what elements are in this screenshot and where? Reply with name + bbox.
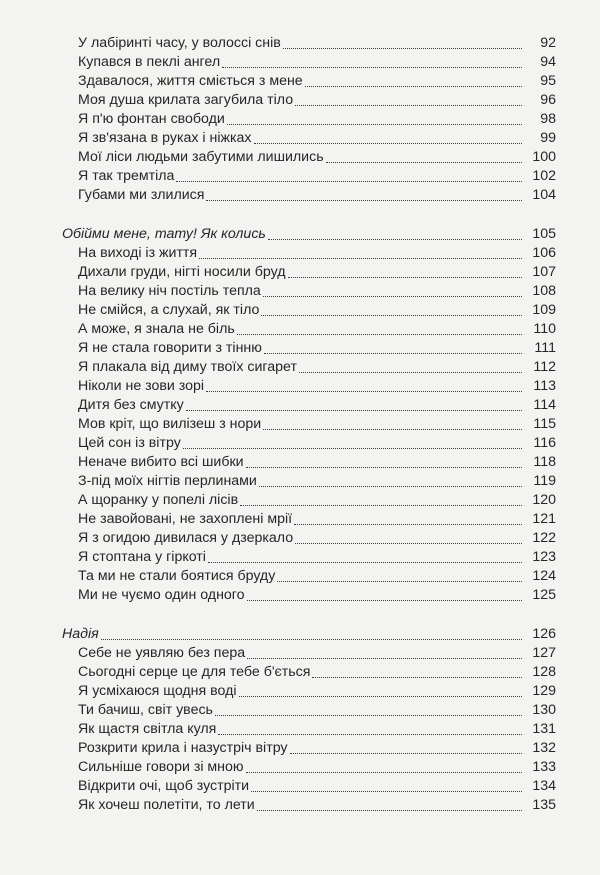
entry-title: Купався в пеклі ангел [78,54,221,70]
dot-leader [283,48,522,49]
dot-leader [247,600,522,601]
toc-entry[interactable] [0,720,556,739]
toc-entry[interactable] [0,148,556,167]
page-number: 131 [532,721,556,737]
page-number: 112 [533,359,556,375]
dot-leader [254,143,522,144]
table-of-contents [0,34,600,815]
page-number: 102 [532,168,556,184]
toc-entry[interactable] [0,53,556,72]
entry-title: На велику ніч постіль тепла [78,283,261,299]
dot-leader [299,372,522,373]
dot-leader [288,277,522,278]
page-number: 98 [540,111,556,127]
toc-entry[interactable] [0,167,556,186]
dot-leader [326,162,522,163]
dot-leader [294,524,522,525]
entry-title: Я п'ю фонтан свободи [78,111,225,127]
entry-title: А може, я знала не біль [78,321,235,337]
dot-leader [257,810,522,811]
page-number: 95 [540,73,556,89]
dot-leader [263,429,522,430]
section-gap [0,205,600,225]
entry-title: Я стоптана у гіркоті [78,549,206,565]
page-number: 125 [532,587,556,603]
page-number: 104 [532,187,556,203]
entry-title: Сильніше говори зі мною [78,759,244,775]
section-title: Надія [62,626,99,642]
dot-leader [186,410,522,411]
toc-entry[interactable] [0,377,556,396]
page-number: 129 [532,683,556,699]
page-number: 127 [532,645,556,661]
entry-title: Здавалося, життя сміється з мене [78,73,303,89]
toc-entry[interactable] [0,263,556,282]
page-number: 132 [532,740,556,756]
dot-leader [239,696,522,697]
dot-leader [263,296,522,297]
entry-title: Дихали груди, нігті носили бруд [78,264,286,280]
page-number: 124 [532,568,556,584]
entry-title: Розкрити крила і назустріч вітру [78,740,288,756]
page-number: 110 [533,321,556,337]
toc-entry[interactable] [0,701,556,720]
dot-leader [208,562,522,563]
toc-entry[interactable] [0,758,556,777]
page-number: 111 [534,340,556,356]
dot-leader [247,658,522,659]
entry-title: Ніколи не зови зорі [78,378,205,394]
page-number: 126 [532,626,556,642]
entry-title: Ти бачиш, світ увесь [78,702,213,718]
entry-title: Я плакала від диму твоїх сигарет [78,359,297,375]
dot-leader [268,239,522,240]
page-number: 94 [540,54,556,70]
page-number: 92 [540,35,556,51]
toc-entry[interactable] [0,453,556,472]
dot-leader [240,505,522,506]
toc-entry[interactable] [0,529,556,548]
entry-title: Не смійся, а слухай, як тіло [78,302,260,318]
page-number: 130 [532,702,556,718]
toc-entry[interactable] [0,34,556,53]
entry-title: На виході із життя [78,245,198,261]
toc-entry[interactable] [0,320,556,339]
toc-entry[interactable] [0,777,556,796]
entry-title: Мої ліси людьми забутими лишились [78,149,324,165]
dot-leader [264,353,522,354]
page-number: 115 [533,416,556,432]
entry-title: Відкрити очі, щоб зустріти [78,778,250,794]
dot-leader [206,200,522,201]
dot-leader [222,67,522,68]
page-number: 134 [532,778,556,794]
entry-title: З-під моїх нігтів перлинами [78,473,257,489]
section-title: Обійми мене, тату! Як колись [62,226,266,242]
entry-title: Та ми не стали боятися бруду [78,568,276,584]
toc-section-heading[interactable] [0,225,556,244]
toc-entry[interactable] [0,282,556,301]
toc-entry[interactable] [0,472,556,491]
toc-entry[interactable] [0,586,556,605]
dot-leader [261,315,522,316]
toc-entry[interactable] [0,510,556,529]
entry-title: Неначе вибито всі шибки [78,454,244,470]
toc-entry[interactable] [0,129,556,148]
dot-leader [259,486,522,487]
entry-title: Я усміхаюся щодня воді [78,683,237,699]
entry-title: Як щастя світла куля [78,721,217,737]
page-number: 118 [533,454,556,470]
toc-entry[interactable] [0,644,556,663]
toc-entry[interactable] [0,567,556,586]
dot-leader [295,105,522,106]
entry-title: Не завойовані, не захоплені мрії [78,511,293,527]
entry-title: Я не стала говорити з тінню [78,340,262,356]
dot-leader [218,734,522,735]
page-number: 105 [532,226,556,242]
toc-entry[interactable] [0,548,556,567]
dot-leader [237,334,522,335]
toc-entry[interactable] [0,682,556,701]
dot-leader [227,124,522,125]
toc-entry[interactable] [0,434,556,453]
dot-leader [290,753,522,754]
page-number: 116 [533,435,556,451]
entry-title: Моя душа крилата загубила тіло [78,92,294,108]
toc-entry[interactable] [0,91,556,110]
toc-entry[interactable] [0,339,556,358]
toc-entry[interactable] [0,358,556,377]
page-number: 122 [532,530,556,546]
page-number: 106 [532,245,556,261]
entry-title: Як хочеш полетіти, то лети [78,797,255,813]
toc-entry[interactable] [0,110,556,129]
entry-title: Ми не чуємо один одного [78,587,245,603]
page-number: 107 [532,264,556,280]
toc-entry[interactable] [0,415,556,434]
entry-title: Я з огидою дивилася у дзеркало [78,530,294,546]
page-number: 114 [533,397,556,413]
page-number: 100 [532,149,556,165]
entry-title: Дитя без смутку [78,397,184,413]
dot-leader [251,791,522,792]
page-number: 123 [532,549,556,565]
entry-title: А щоранку у попелі лісів [78,492,239,508]
dot-leader [183,448,522,449]
toc-entry[interactable] [0,72,556,91]
entry-title: Губами ми злилися [78,187,205,203]
section-gap [0,605,600,625]
page-number: 119 [533,473,556,489]
dot-leader [295,543,522,544]
dot-leader [277,581,522,582]
page-number: 108 [532,283,556,299]
entry-title: Я так тремтіла [78,168,175,184]
dot-leader [199,258,522,259]
entry-title: Себе не уявляю без пера [78,645,246,661]
page-number: 120 [532,492,556,508]
dot-leader [305,86,522,87]
dot-leader [246,467,522,468]
toc-entry[interactable] [0,663,556,682]
toc-entry[interactable] [0,491,556,510]
dot-leader [215,715,522,716]
page-number: 135 [532,797,556,813]
dot-leader [101,639,522,640]
entry-title: У лабіринті часу, у волоссі снів [78,35,281,51]
entry-title: Мов кріт, що вилізеш з нори [78,416,262,432]
toc-entry[interactable] [0,739,556,758]
page-number: 109 [532,302,556,318]
page-number: 113 [533,378,556,394]
page-number: 99 [540,130,556,146]
dot-leader [312,677,522,678]
page-number: 96 [540,92,556,108]
dot-leader [246,772,522,773]
page-number: 133 [532,759,556,775]
dot-leader [206,391,522,392]
page-number: 121 [532,511,556,527]
entry-title: Сьогодні серце це для тебе б'ється [78,664,311,680]
toc-entry[interactable] [0,186,556,205]
toc-entry[interactable] [0,396,556,415]
entry-title: Я зв'язана в руках і ніжках [78,130,252,146]
toc-entry[interactable] [0,796,556,815]
toc-entry[interactable] [0,301,556,320]
dot-leader [176,181,522,182]
toc-entry[interactable] [0,244,556,263]
entry-title: Цей сон із вітру [78,435,181,451]
toc-section-heading[interactable] [0,625,556,644]
page-number: 128 [532,664,556,680]
